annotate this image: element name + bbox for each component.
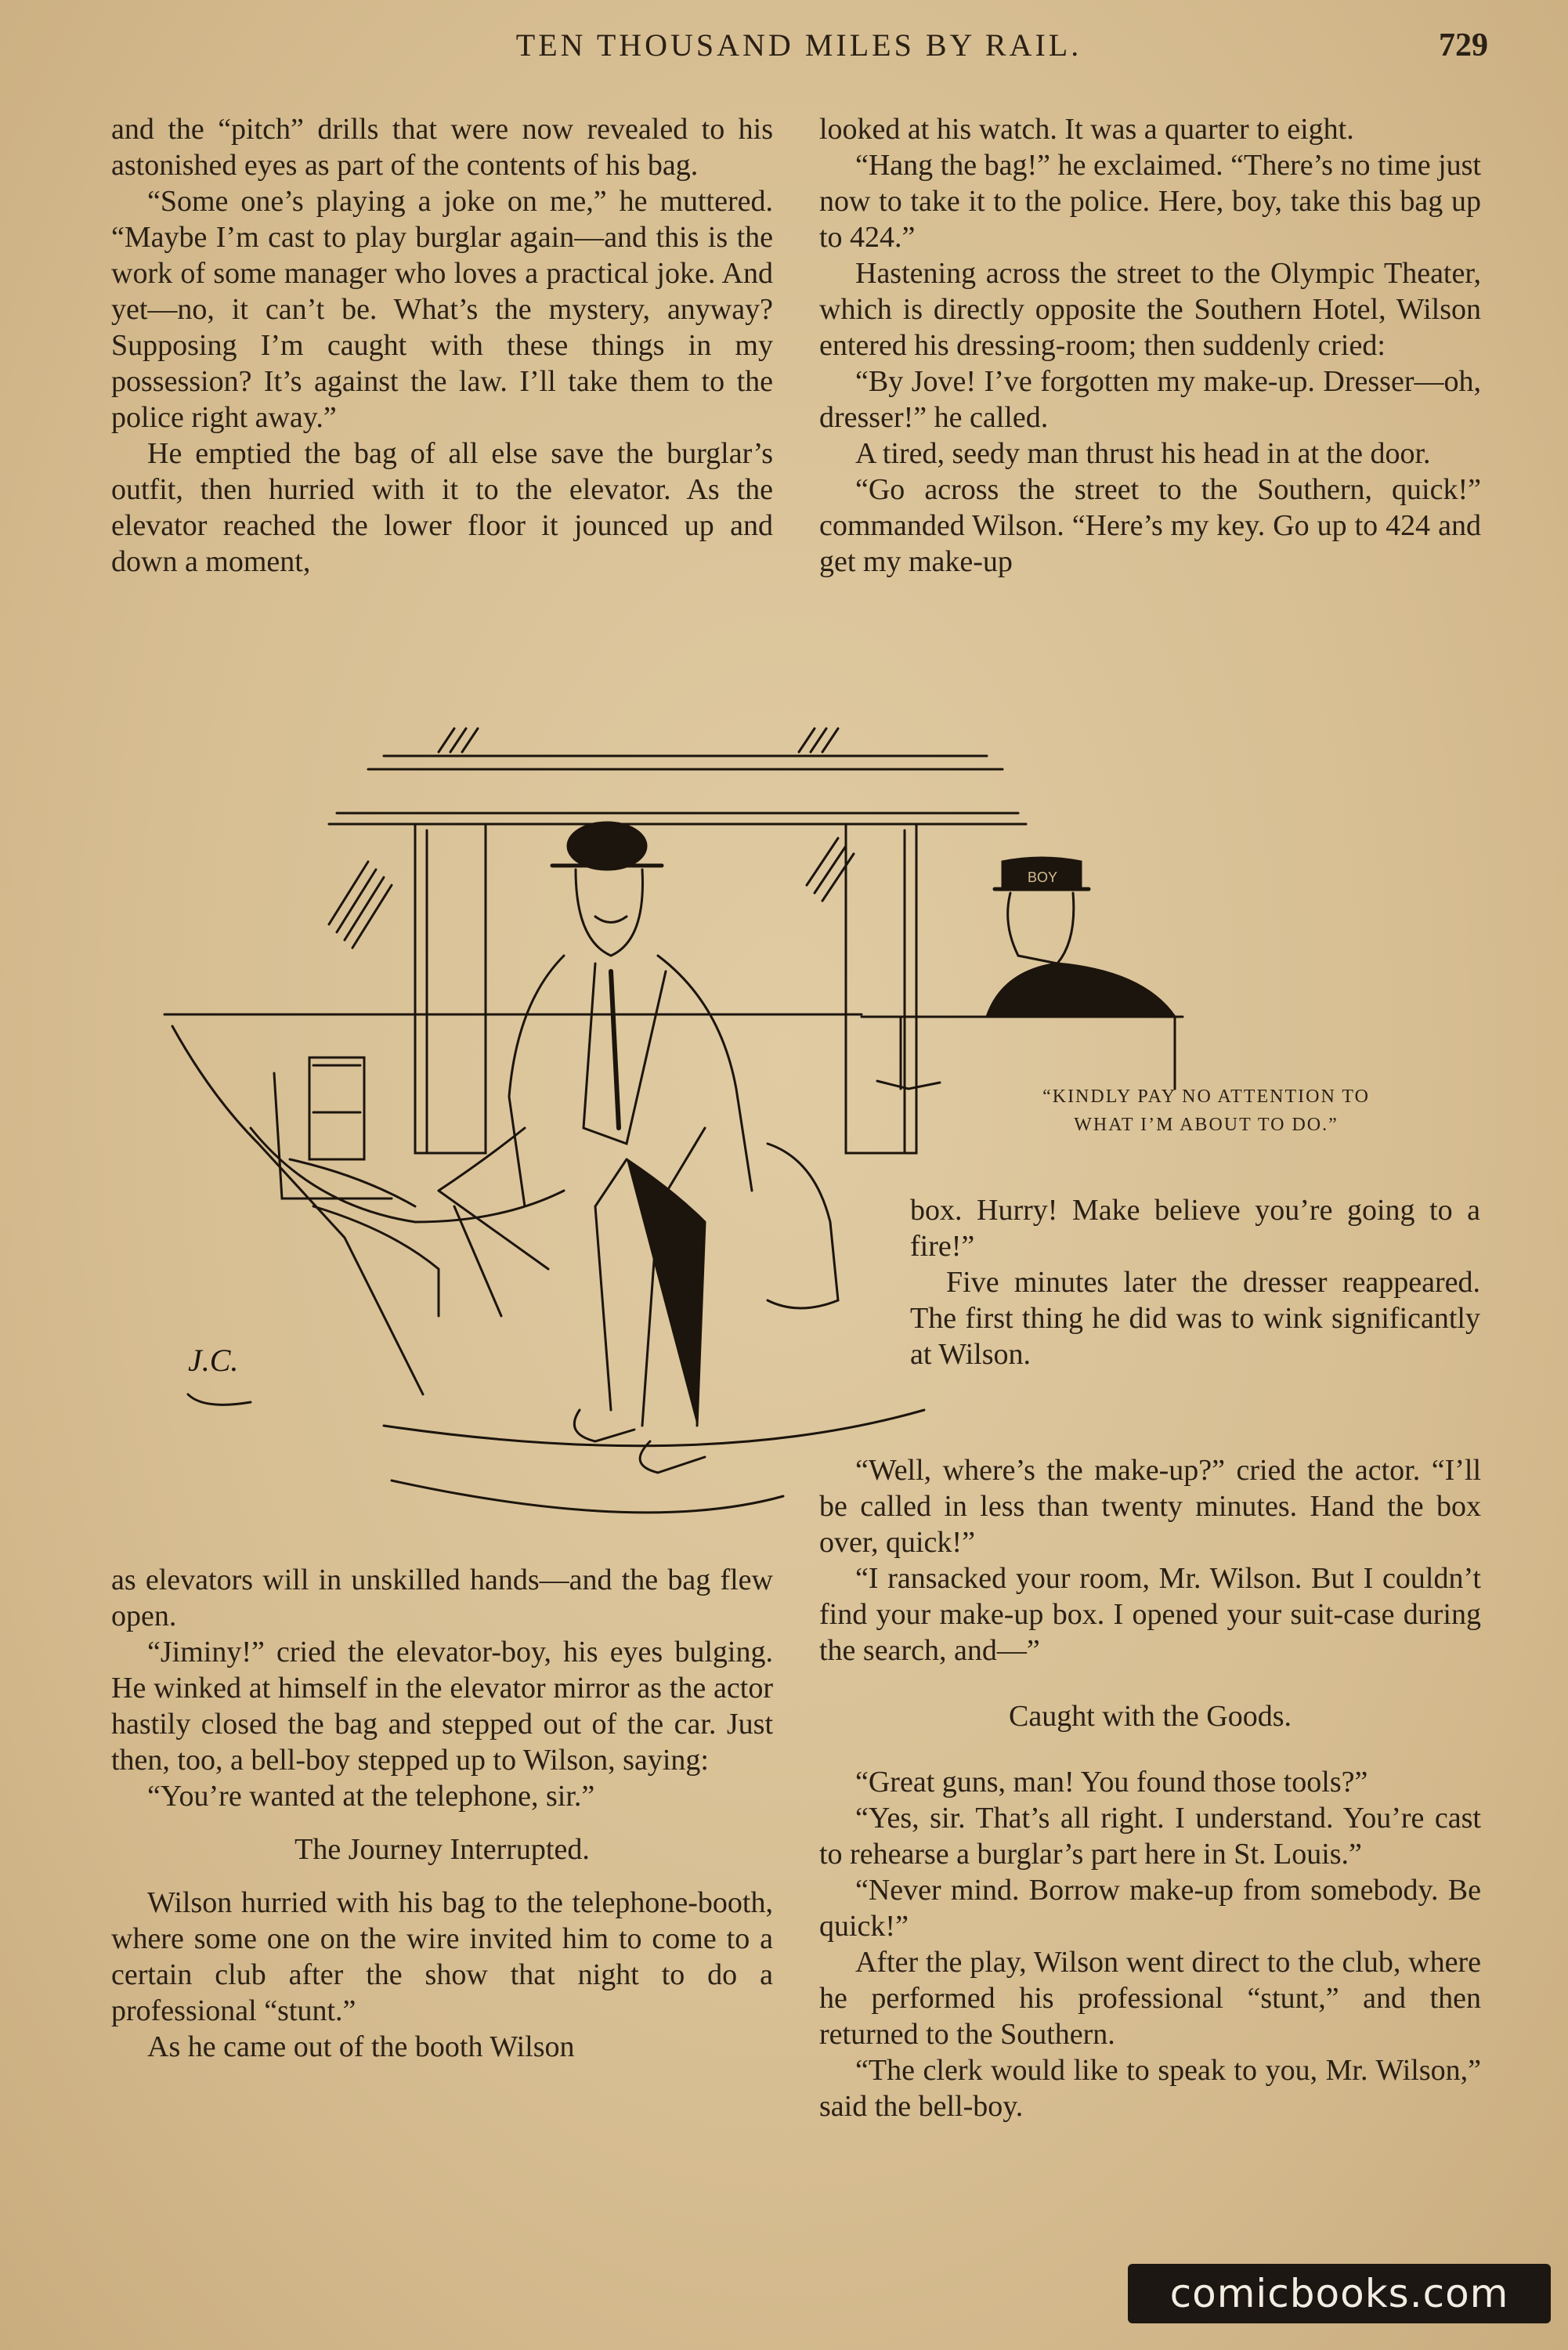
- right-column-bottom: [819, 1452, 1481, 2124]
- left-column-top: [111, 111, 773, 580]
- paragraph: “Some one’s playing a joke on me,” he muttered. “Maybe I’m cast to play burglar again—and this is the work of some manager who loves a practical joke. And yet—no, it can’t be. What’s the mystery, anyway? Supposing I’m caught with these things in my possession? It’s against the law. I’ll take them to the police right away.”: [111, 185, 773, 434]
- paragraph: Hastening across the street to the Olympic Theater, which is directly opposite the Southern Hotel, Wilson entered his dressing-room; then suddenly cried:: [819, 257, 1481, 362]
- paragraph: looked at his watch. It was a quarter to eight.: [819, 113, 1354, 146]
- paragraph: “Go across the street to the Southern, quick!” commanded Wilson. “Here’s my key. Go up to 424 and get my make-up: [819, 473, 1481, 578]
- caption-line: “KINDLY PAY NO ATTENTION TO: [1042, 1086, 1370, 1107]
- illustration: [157, 721, 1331, 1559]
- paragraph: He emptied the bag of all else save the burglar’s outfit, then hurried with it to the elevator. As the elevator reached the lower floor it jounced up and down a moment,: [111, 437, 773, 578]
- paragraph: Five minutes later the dresser reappeared. The first thing he did was to wink significantly at Wilson.: [910, 1266, 1480, 1371]
- right-column-middle: [910, 1192, 1480, 1372]
- caption-line: WHAT I’M ABOUT TO DO.”: [1074, 1115, 1339, 1135]
- paragraph: “Jiminy!” cried the elevator-boy, his eyes bulging. He winked at himself in the elevator mirror as the actor hastily closed the bag and stepped out of the car. Just then, too, a bell-boy stepped up to Wilson, saying:: [111, 1636, 773, 1777]
- paragraph: and the “pitch” drills that were now revealed to his astonished eyes as part of the contents of his bag.: [111, 113, 773, 182]
- paragraph: A tired, seedy man thrust his head in at the door.: [855, 437, 1431, 470]
- paragraph: as elevators will in unskilled hands—and the bag flew open.: [111, 1564, 773, 1632]
- cap-lettering: BOY: [1028, 870, 1058, 885]
- watermark-logo: comicbooks.com: [1128, 2264, 1551, 2323]
- paragraph: As he came out of the booth Wilson: [147, 2030, 575, 2063]
- paragraph: After the play, Wilson went direct to the club, where he performed his professional “stunt,” and then returned to the Southern.: [819, 1946, 1481, 2051]
- paragraph: box. Hurry! Make believe you’re going to a fire!”: [910, 1194, 1480, 1263]
- right-column-top: [819, 111, 1481, 580]
- page-number: 729: [1439, 27, 1488, 63]
- paragraph: “You’re wanted at the telephone, sir.”: [147, 1780, 595, 1813]
- paragraph: “Never mind. Borrow make-up from somebody. Be quick!”: [819, 1874, 1481, 1943]
- artist-signature: J.C.: [188, 1343, 239, 1378]
- paragraph: “I ransacked your room, Mr. Wilson. But I couldn’t find your make-up box. I opened your suit-case during the search, and—”: [819, 1562, 1481, 1667]
- paragraph: “The clerk would like to speak to you, Mr. Wilson,” said the bell-boy.: [819, 2054, 1481, 2123]
- left-column-bottom: [111, 1562, 773, 2065]
- section-heading: The Journey Interrupted.: [294, 1833, 590, 1866]
- paragraph: “Hang the bag!” he exclaimed. “There’s no time just now to take it to the police. Here, boy, take this bag up to 424.”: [819, 149, 1481, 254]
- section-heading: Caught with the Goods.: [1009, 1700, 1292, 1733]
- paragraph: “Well, where’s the make-up?” cried the actor. “I’ll be called in less than twenty minutes. Hand the box over, quick!”: [819, 1454, 1481, 1559]
- paragraph: Wilson hurried with his bag to the telephone-booth, where some one on the wire invited him to come to a certain club after the show that night to do a professional “stunt.”: [111, 1886, 773, 2027]
- running-head: TEN THOUSAND MILES BY RAIL.: [515, 27, 1082, 63]
- paragraph: “Great guns, man! You found those tools?”: [855, 1766, 1368, 1799]
- paragraph: “Yes, sir. That’s all right. I understand. You’re cast to rehearse a burglar’s part here in St. Louis.”: [819, 1802, 1481, 1871]
- illustration-caption: [963, 1083, 1449, 1139]
- paragraph: “By Jove! I’ve forgotten my make-up. Dresser—oh, dresser!” he called.: [819, 365, 1481, 434]
